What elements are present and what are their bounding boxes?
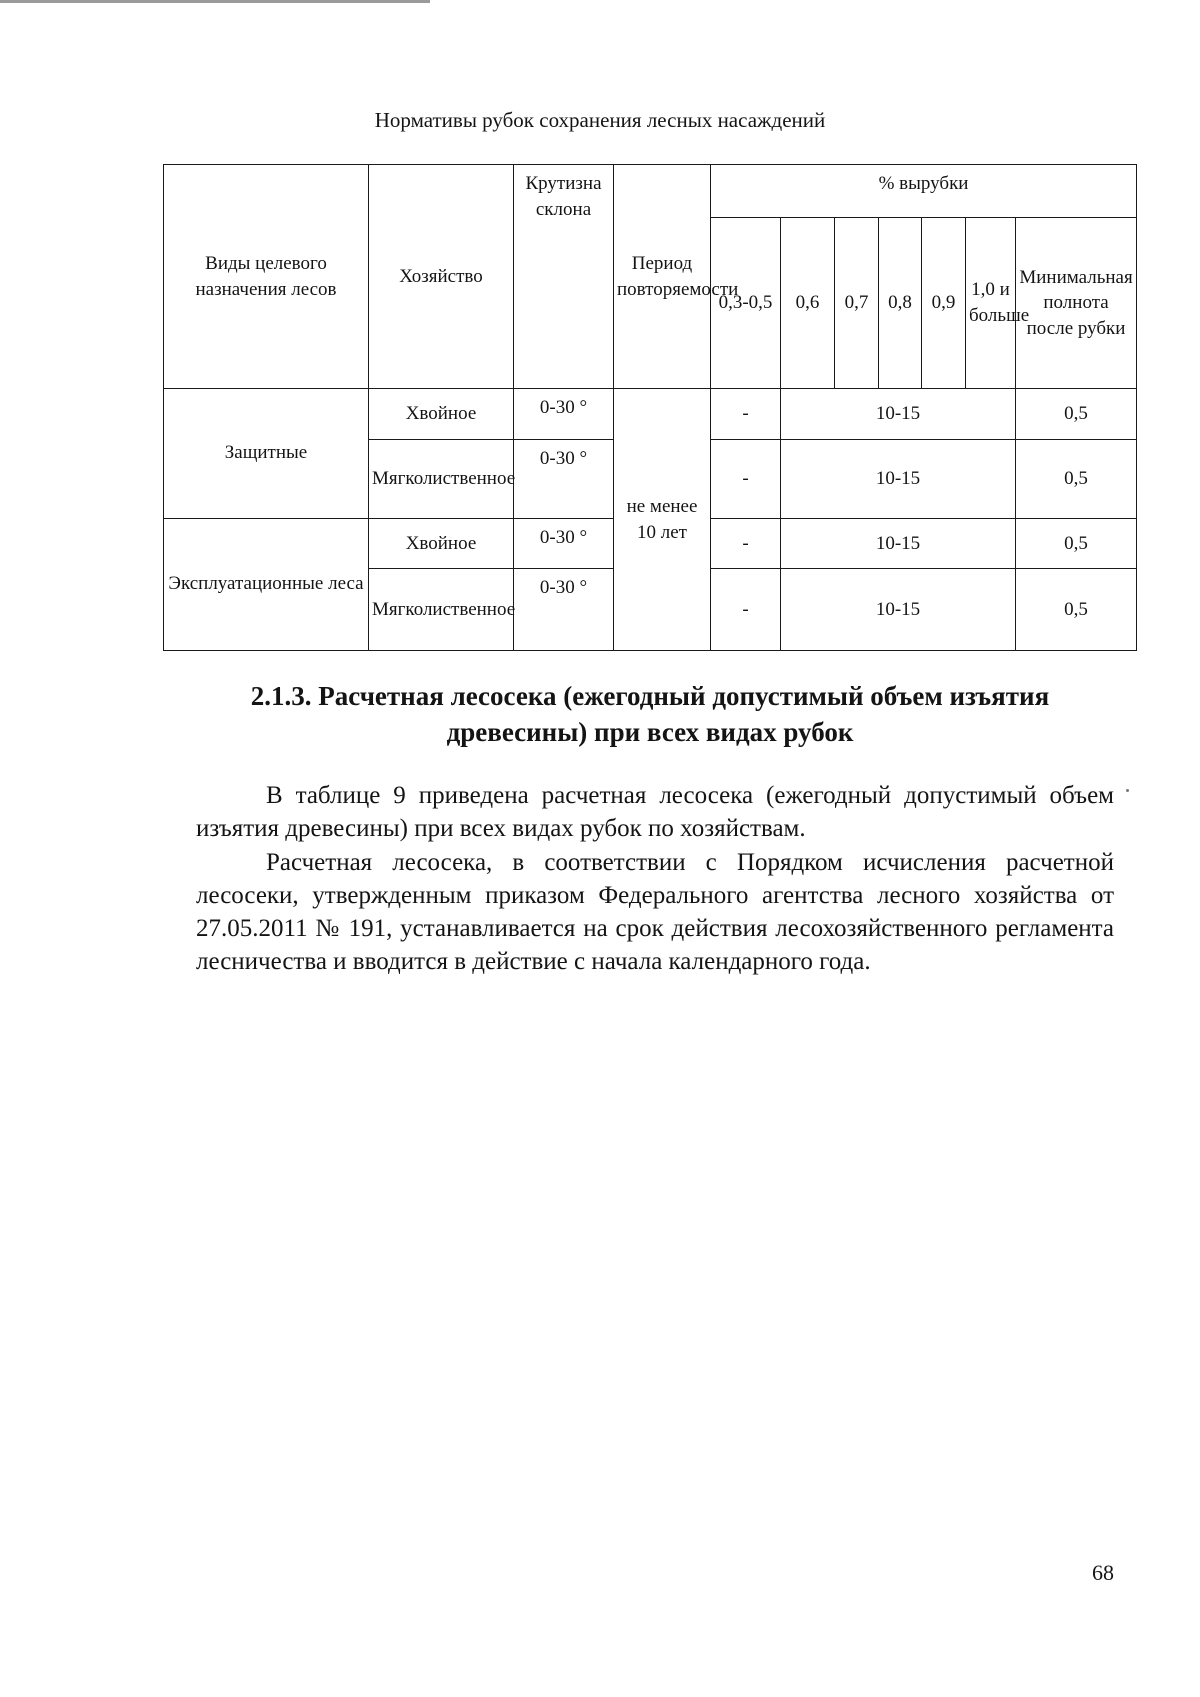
slope-cell: 0-30 ° bbox=[514, 389, 614, 440]
scan-speck bbox=[1126, 789, 1129, 792]
header-density-0-3-0-5: 0,3-0,5 bbox=[711, 217, 781, 388]
economy-cell: Хвойное bbox=[369, 389, 514, 440]
economy-cell: Хвойное bbox=[369, 518, 514, 569]
economy-cell: Мягколиственное bbox=[369, 440, 514, 518]
min-density-cell: 0,5 bbox=[1016, 569, 1137, 651]
header-slope: Крутизна склона bbox=[514, 165, 614, 389]
header-period: Период повторяемости bbox=[614, 165, 711, 389]
min-density-cell: 0,5 bbox=[1016, 440, 1137, 518]
low-density-cell: - bbox=[711, 389, 781, 440]
felling-norms-table bbox=[163, 164, 1137, 651]
header-density-0-9: 0,9 bbox=[922, 217, 966, 388]
header-density-0-6: 0,6 bbox=[781, 217, 835, 388]
table-row bbox=[164, 389, 1137, 440]
cut-range-cell: 10-15 bbox=[781, 389, 1016, 440]
slope-cell: 0-30 ° bbox=[514, 569, 614, 651]
cut-range-cell: 10-15 bbox=[781, 440, 1016, 518]
page-number: 68 bbox=[1092, 1560, 1114, 1585]
min-density-cell: 0,5 bbox=[1016, 518, 1137, 569]
low-density-cell: - bbox=[711, 440, 781, 518]
header-percent-cut: % вырубки bbox=[711, 165, 1137, 218]
header-min-density: Минимальная полнота после рубки bbox=[1016, 217, 1137, 388]
group-name: Эксплуатационные леса bbox=[164, 518, 369, 651]
low-density-cell: - bbox=[711, 518, 781, 569]
header-economy: Хозяйство bbox=[369, 165, 514, 389]
min-density-cell: 0,5 bbox=[1016, 389, 1137, 440]
low-density-cell: - bbox=[711, 569, 781, 651]
table-caption: Нормативы рубок сохранения лесных насаждений bbox=[374, 108, 826, 132]
cut-range-cell: 10-15 bbox=[781, 569, 1016, 651]
header-density-0-8: 0,8 bbox=[879, 217, 922, 388]
paragraph: Расчетная лесосека, в соответствии с Порядком исчисления расчетной лесосеки, утвержденным приказом Федерального агентства лесного хозяйства от 27.05.2011 № 191, устанавливается на срок действия лесохозяйственного регламента лесничества и вводится в действие с начала календарного года. bbox=[196, 849, 1114, 975]
header-density-0-7: 0,7 bbox=[835, 217, 879, 388]
period-cell: не менее 10 лет bbox=[614, 389, 711, 651]
slope-cell: 0-30 ° bbox=[514, 518, 614, 569]
header-forest-purpose: Виды целевого назначения лесов bbox=[164, 165, 369, 389]
header-density-1-0: 1,0 и больше bbox=[966, 217, 1016, 388]
scan-edge-line bbox=[0, 0, 430, 3]
cut-range-cell: 10-15 bbox=[781, 518, 1016, 569]
paragraph: В таблице 9 приведена расчетная лесосека (ежегодный допустимый объем изъятия древесины) при всех видах рубок по хозяйствам. bbox=[196, 782, 1114, 842]
economy-cell: Мягколиственное bbox=[369, 569, 514, 651]
section-heading: 2.1.3. Расчетная лесосека (ежегодный допустимый объем изъятия древесины) при всех видах рубок bbox=[250, 681, 1050, 747]
group-name: Защитные bbox=[164, 389, 369, 518]
table-header-row bbox=[164, 165, 1137, 218]
slope-cell: 0-30 ° bbox=[514, 440, 614, 518]
